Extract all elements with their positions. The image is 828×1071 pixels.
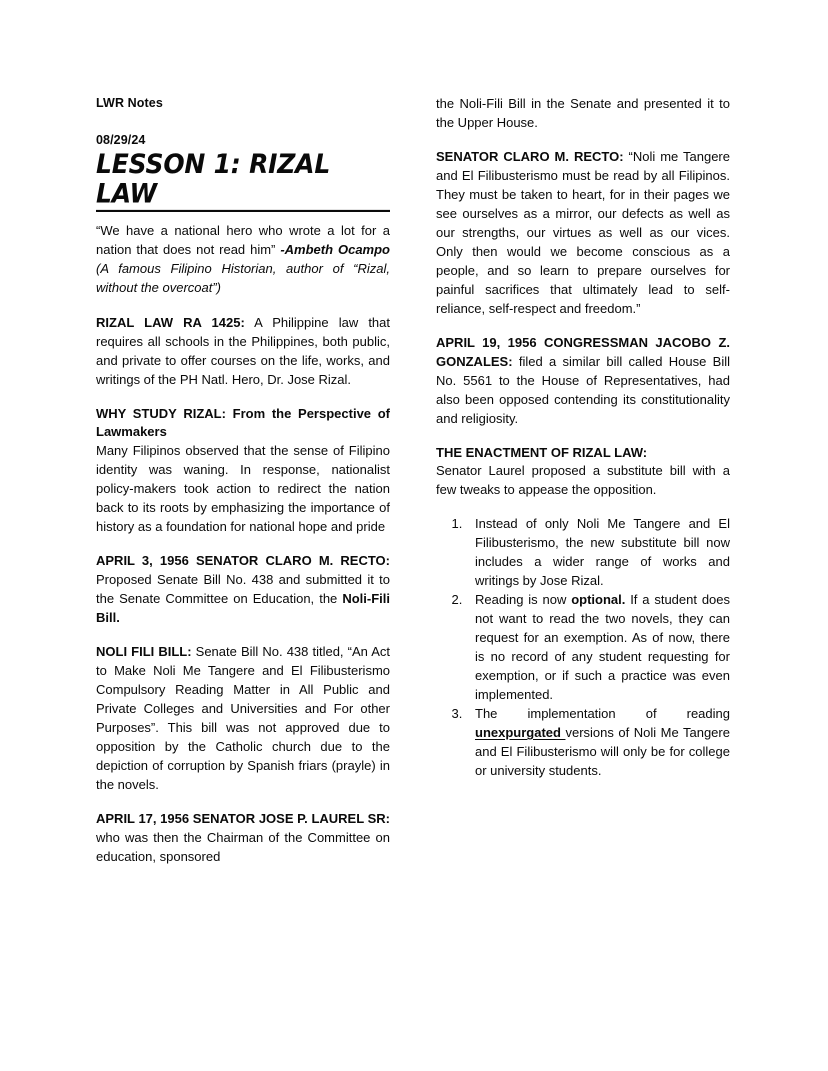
right-column [436, 95, 730, 781]
list-item-emphasis: unexpurgated [475, 725, 566, 741]
block-label: THE ENACTMENT OF RIZAL LAW: [436, 444, 648, 460]
epigraph-quote [96, 222, 390, 298]
notes-date: 08/29/24 [96, 132, 146, 147]
block-text: who was then the Chairman of the Committee on education, sponsored [96, 829, 390, 864]
list-item-text-tail: If a student does not want to read the two novels, they can request for an exemption. As of now, there is no record of any student requesting for exemption, or if such a practice was even implemented. [475, 592, 731, 703]
block-text: Senator Laurel proposed a substitute bill with a few tweaks to appease the opposition. [436, 463, 730, 498]
block-label: NOLI FILI BILL: [96, 644, 192, 660]
quote-attribution: -Ambeth Ocampo [280, 241, 391, 257]
block-senator-claro-m-recto-quote [436, 148, 730, 319]
substitute-bill-list [436, 515, 730, 781]
block-continuation [436, 95, 730, 133]
block-label: WHY STUDY RIZAL: From the Perspective of Lawmakers [96, 405, 390, 440]
block-text: Many Filipinos observed that the sense of Filipino identity was waning. In response, nationalist policy-makers took action to redirect the nation back to its roots by emphasizing the importance of history as a foundation for national hope and pride [96, 443, 390, 535]
block-rizal-law-ra-1425 [96, 314, 390, 390]
block-april-19-1956-gonzales [436, 334, 730, 429]
notes-label: LWR Notes [96, 96, 163, 110]
list-item-text-tail: versions of Noli Me Tangere and El Filibusterismo will only be for college or university students. [475, 725, 730, 778]
block-noli-fili-bill [96, 643, 390, 795]
block-label: APRIL 3, 1956 SENATOR CLARO M. RECTO: [96, 553, 390, 569]
block-label: APRIL 19, 1956 CONGRESSMAN JACOBO Z. GONZALES: [436, 334, 730, 369]
heading-enactment-of-rizal-law [436, 444, 730, 463]
block-april-3-1956-recto [96, 552, 390, 628]
list-item [466, 515, 730, 591]
block-text: Senate Bill No. 438 titled, “An Act to Make Noli Me Tangere and El Filibusterismo Compulsory Reading Matter in All Public and Private Colleges and Universities and For other Purposes”. This bill was not approved due to opposition by the Catholic church due to the depiction of corruption by Spanish friars (prayle) in the novels. [96, 644, 391, 792]
block-label: SENATOR CLARO M. RECTO: [436, 148, 624, 164]
quote-attribution-detail: (A famous Filipino Historian, author of “Rizal, without the overcoat”) [96, 260, 390, 295]
left-column [96, 95, 390, 882]
two-column-layout [96, 95, 732, 882]
list-item-text: Instead of only Noli Me Tangere and El Filibusterismo, the new substitute bill now includes a wider range of works and writings by Jose Rizal. [475, 516, 730, 589]
list-item-text: Reading is now [475, 592, 572, 608]
list-item-text: The implementation of reading [475, 706, 730, 722]
block-text: “Noli me Tangere and El Filibusterismo must be read by all Filipinos. They must be taken to heart, for in their pages we see ourselves as a mirror, our defects as well as our strengths, our virtues as well as our vices. Only then would we become conscious as a people, and so learn to prepare ourselves for painful sacrifices that ultimately lead to self-reliance, self-respect and freedom.” [436, 148, 730, 316]
quote-text: “We have a national hero who wrote a lot for a nation that does not read him” [96, 222, 390, 257]
block-april-17-1956-laurel [96, 810, 390, 867]
heading-why-study-rizal [96, 405, 390, 443]
list-item [466, 705, 730, 781]
block-text: A Philippine law that requires all schools in the Philippines, both public, and private to offer courses on the life, works, and writings of the PH Natl. Hero, Dr. Jose Rizal. [96, 314, 391, 387]
block-text: Proposed Senate Bill No. 438 and submitted it to the Senate Committee on Education, the [96, 572, 390, 607]
block-enactment-of-rizal-law [436, 462, 730, 500]
block-label: RIZAL LAW RA 1425: [96, 314, 245, 330]
block-text: filed a similar bill called House Bill No. 5561 to the House of Representatives, had also been opposed contending its constitutionality and religiosity. [436, 353, 730, 426]
page-title: LESSON 1: RIZAL LAW [96, 149, 390, 212]
block-label: APRIL 17, 1956 SENATOR JOSE P. LAUREL SR: [96, 810, 390, 826]
list-item [466, 591, 730, 705]
block-text-emphasis: Noli-Fili Bill. [96, 591, 390, 626]
block-why-study-rizal [96, 442, 390, 537]
block-text: the Noli-Fili Bill in the Senate and presented it to the Upper House. [436, 96, 730, 130]
list-item-emphasis: optional. [571, 592, 626, 608]
